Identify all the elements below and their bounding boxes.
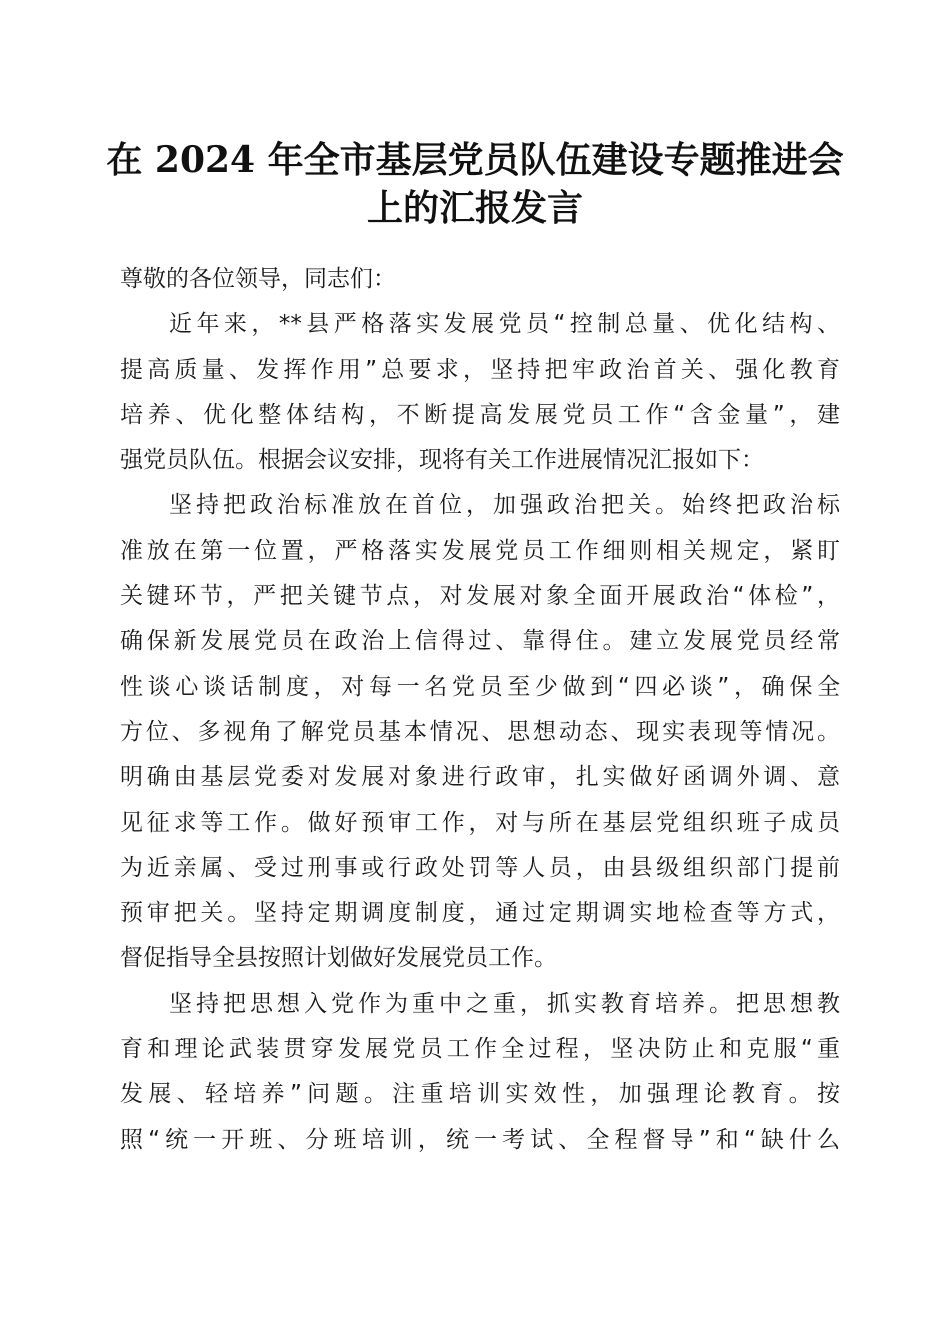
title-line-1: 在 2024 年全市基层党员队伍建设专题推进会 xyxy=(106,139,844,181)
paragraph-line: 预审把关。坚持定期调度制度，通过定期调实地检查等方式， xyxy=(120,900,840,927)
paragraph-2 xyxy=(120,483,840,981)
paragraph-line: 见征求等工作。做好预审工作，对与所在基层党组织班子成员 xyxy=(120,809,840,836)
salutation: 尊敬的各位领导，同志们： xyxy=(120,266,396,292)
paragraph-line: 准放在第一位置，严格落实发展党员工作细则相关规定，紧盯 xyxy=(120,537,840,564)
paragraph-line: 为近亲属、受过刑事或行政处罚等人员，由县级组织部门提前 xyxy=(120,854,840,881)
document-title xyxy=(100,136,850,232)
document-body xyxy=(120,257,840,1163)
paragraph-line: 性谈心谈话制度，对每一名党员至少做到“四必谈”，确保全 xyxy=(120,673,840,700)
paragraph-line: 照“统一开班、分班培训，统一考试、全程督导”和“缺什么 xyxy=(120,1126,840,1153)
paragraph-line: 坚持把思想入党作为重中之重，抓实教育培养。把思想教 xyxy=(169,990,840,1017)
paragraph-line: 近年来，**县严格落实发展党员“控制总量、优化结构、 xyxy=(169,311,840,338)
paragraph-line: 发展、轻培养”问题。注重培训实效性，加强理论教育。按 xyxy=(120,1081,840,1108)
paragraph-line: 方位、多视角了解党员基本情况、思想动态、现实表现等情况。 xyxy=(120,718,840,745)
paragraph-line: 明确由基层党委对发展对象进行政审，扎实做好函调外调、意 xyxy=(120,764,840,791)
paragraph-line: 坚持把政治标准放在首位，加强政治把关。始终把政治标 xyxy=(169,492,840,519)
paragraph-3 xyxy=(120,982,840,1163)
paragraph-line: 培养、优化整体结构，不断提高发展党员工作“含金量”，建 xyxy=(120,401,840,428)
paragraph-line: 育和理论武装贯穿发展党员工作全过程，坚决防止和克服“重 xyxy=(120,1036,840,1063)
paragraph-1 xyxy=(120,302,840,483)
paragraph-line: 提高质量、发挥作用”总要求，坚持把牢政治首关、强化教育 xyxy=(120,356,840,383)
paragraph-line: 确保新发展党员在政治上信得过、靠得住。建立发展党员经常 xyxy=(120,628,840,655)
title-line-2: 上的汇报发言 xyxy=(366,187,583,229)
paragraph-line: 强党员队伍。根据会议安排，现将有关工作进展情况汇报如下： xyxy=(120,447,764,474)
paragraph-line: 关键环节，严把关键节点，对发展对象全面开展政治“体检”， xyxy=(120,583,840,610)
paragraph-line: 督促指导全县按照计划做好发展党员工作。 xyxy=(120,945,557,972)
